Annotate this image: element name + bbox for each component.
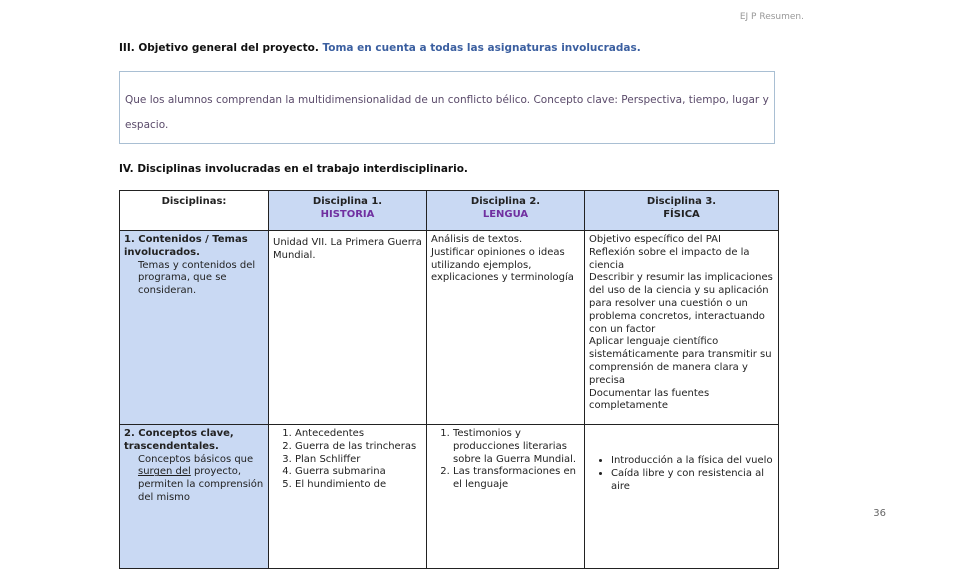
table-row [120,231,779,425]
cell-line: Reflexión sobre el impacto de la ciencia [589,246,750,271]
cell-historia: Unidad VII. La Primera Guerra Mundial. [269,231,427,425]
table-row [120,425,779,569]
header-fisica [585,191,779,231]
cell-line: Objetivo específico del PAI [589,234,721,245]
list-item: • Caída libre y con resistencia al aire [611,468,774,494]
desc-text: proyecto, permiten la comprensión del mismo [138,466,264,503]
desc-underlined: surgen del [138,466,191,478]
section-3-title: III. Objetivo general del proyecto. [119,42,319,54]
list-item: 1. Antecedentes [295,428,422,441]
disciplines-table [119,190,779,569]
cell-line: Justificar opiniones o ideas utilizando ejemplos, explicaciones y terminología [431,246,574,284]
corner-note: EJ P Resumen. [739,12,804,22]
header-subject: LENGUA [482,208,529,220]
cell-lengua [427,425,585,569]
cell-line: Documentar las fuentes completamente [589,387,710,412]
objective-box: Que los alumnos comprendan la multidimensionalidad de un conflicto bélico. Concepto clave: Perspectiva, tiempo, lugar y espacio. [119,71,775,144]
list-item: 3. Plan Schliffer [295,454,422,467]
cell-fisica [585,425,779,569]
cell-historia [269,425,427,569]
list-item: 1. Testimonios y producciones literarias sobre la Guerra Mundial. [453,428,580,466]
row-label-desc [124,454,264,505]
list-item: • Introducción a la física del vuelo [611,455,774,468]
header-label: Disciplinas: [161,196,227,207]
cell-line: Describir y resumir las implicaciones del uso de la ciencia y su aplicación para resolver una cuestión o un problema concretos, interactuando con un factor [589,272,773,335]
cell-line: Análisis de textos. [431,234,523,245]
row-label-title: 2. Conceptos clave, trascendentales. [124,428,234,452]
section-3-heading [119,42,641,54]
header-label: Disciplina 2. [470,196,541,207]
page-number: 36 [873,508,886,519]
table-header-row [120,191,779,231]
header-disciplinas [120,191,269,231]
list-item: 4. Guerra submarina [295,466,422,479]
row-label-conceptos [120,425,269,569]
list-item: 2. Guerra de las trincheras [295,441,422,454]
section-4-title: IV. Disciplinas involucradas en el trabajo interdisciplinario. [119,163,468,175]
desc-text: Conceptos básicos que [138,453,254,465]
section-3-hint: Toma en cuenta a todas las asignaturas involucradas. [322,42,641,54]
row-label-title: 1. Contenidos / Temas involucrados. [124,234,248,258]
header-lengua [427,191,585,231]
header-historia [269,191,427,231]
list-item: 5. El hundimiento de [295,479,422,492]
list-item: 2. Las transformaciones en el lenguaje [453,466,580,492]
cell-line: Aplicar lenguaje científico sistemáticamente para transmitir su comprensión de manera clara y precisa [589,336,772,386]
header-label: Disciplina 3. [646,196,717,207]
header-subject: FÍSICA [663,208,700,220]
header-label: Disciplina 1. [312,196,383,207]
header-subject: HISTORIA [320,208,375,220]
row-label-desc: Temas y contenidos del programa, que se consideran. [138,259,256,297]
row-label-contenidos [120,231,269,425]
cell-fisica [585,231,779,425]
cell-lengua [427,231,585,425]
